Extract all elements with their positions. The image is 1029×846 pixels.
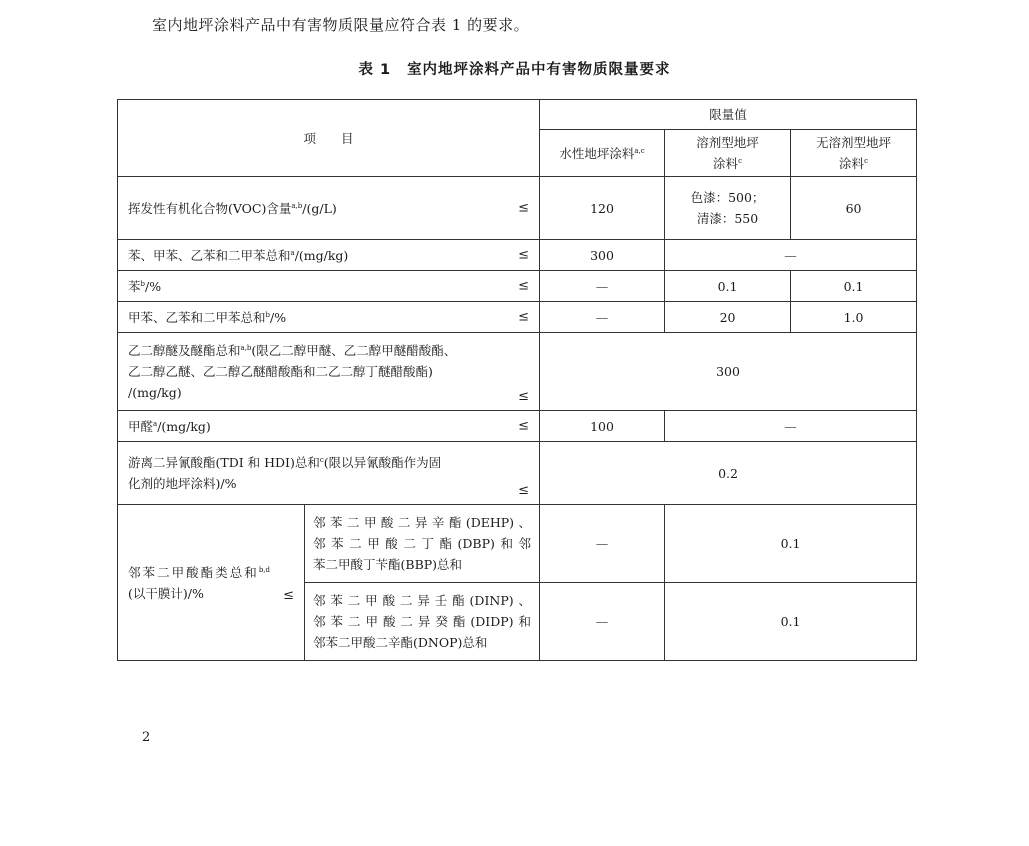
- header-solventless: 无溶剂型地坪 涂料$^c$: [791, 130, 917, 177]
- row-benzene-solventless: 0.1: [791, 271, 917, 302]
- row-formaldehyde-rest: —: [665, 411, 917, 442]
- le-symbol: ≤: [283, 588, 294, 603]
- header-solvent: 溶剂型地坪 涂料$^c$: [665, 130, 791, 177]
- row-voc-solvent: 色漆：500； 清漆：550: [665, 177, 791, 240]
- row-benzene-label: 苯$^b$/% ≤: [118, 271, 540, 302]
- row-tx-solventless: 1.0: [791, 302, 917, 333]
- table-row: [118, 302, 917, 333]
- row-phthalate-sub2-rest: 0.1: [665, 583, 917, 661]
- table-title: 室内地坪涂料产品中有害物质限量要求: [407, 62, 671, 78]
- row-phthalate-sub1-label: 邻苯二甲酸二异辛酯(DEHP)、 邻苯二甲酸二丁酯(DBP)和邻 苯二甲酸丁苄酯(BBP)总和: [305, 505, 540, 583]
- row-formaldehyde-water: 100: [540, 411, 665, 442]
- table-row: [118, 333, 917, 411]
- le-symbol: ≤: [518, 247, 530, 263]
- row-formaldehyde-label: 甲醛$^a$/(mg/kg) ≤: [118, 411, 540, 442]
- row-btx-rest: —: [665, 240, 917, 271]
- row-tx-water: —: [540, 302, 665, 333]
- le-symbol: ≤: [518, 278, 530, 294]
- row-phthalate-label: 邻苯二甲酸酯类总和$^{b,d}$ (以干膜计)/% ≤: [118, 505, 305, 661]
- table-row: [118, 411, 917, 442]
- row-voc-water: 120: [540, 177, 665, 240]
- row-btx-label: 苯、甲苯、乙苯和二甲苯总和$^a$/(mg/kg) ≤: [118, 240, 540, 271]
- row-glycol-label: 乙二醇醚及醚酯总和$^{a,b}$(限乙二醇甲醚、乙二醇甲醚醋酸酯、 乙二醇乙醚、乙二醇乙醚醋酸酯和二乙二醇丁醚醋酸酯) /(mg/kg) ≤: [118, 333, 540, 411]
- header-water: 水性地坪涂料$^{a,c}$: [540, 130, 665, 177]
- row-benzene-water: —: [540, 271, 665, 302]
- header-item: 项 目: [118, 100, 540, 177]
- table-caption: [0, 58, 1029, 79]
- table-row: [118, 240, 917, 271]
- row-benzene-solvent: 0.1: [665, 271, 791, 302]
- row-phthalate-sub2-water: —: [540, 583, 665, 661]
- table-row: [118, 442, 917, 505]
- table-row: [118, 505, 917, 583]
- row-btx-water: 300: [540, 240, 665, 271]
- le-symbol: ≤: [518, 483, 530, 498]
- row-isocyanate-value: 0.2: [540, 442, 917, 505]
- row-isocyanate-label: 游离二异氰酸酯(TDI 和 HDI)总和$^c$(限以异氰酸酯作为固 化剂的地坪涂料)/% ≤: [118, 442, 540, 505]
- row-voc-solventless: 60: [791, 177, 917, 240]
- le-symbol: ≤: [518, 309, 530, 325]
- page-number: 2: [142, 730, 151, 745]
- row-phthalate-sub2-label: 邻苯二甲酸二异壬酯(DINP)、 邻苯二甲酸二异癸酯(DIDP)和 邻苯二甲酸二辛酯(DNOP)总和: [305, 583, 540, 661]
- limits-table: [117, 99, 917, 661]
- table-row: [118, 177, 917, 240]
- row-voc-label: 挥发性有机化合物(VOC)含量$^{a,b}$/(g/L) ≤: [118, 177, 540, 240]
- row-glycol-value: 300: [540, 333, 917, 411]
- le-symbol: ≤: [518, 200, 530, 216]
- intro-text: 室内地坪涂料产品中有害物质限量应符合表 1 的要求。: [152, 16, 530, 34]
- table-number: 表 1: [358, 62, 392, 78]
- le-symbol: ≤: [518, 418, 530, 434]
- le-symbol: ≤: [518, 389, 530, 404]
- row-phthalate-sub1-rest: 0.1: [665, 505, 917, 583]
- row-tx-label: 甲苯、乙苯和二甲苯总和$^b$/% ≤: [118, 302, 540, 333]
- row-tx-solvent: 20: [665, 302, 791, 333]
- header-limit: 限量值: [540, 100, 917, 130]
- row-phthalate-sub1-water: —: [540, 505, 665, 583]
- table-row: [118, 271, 917, 302]
